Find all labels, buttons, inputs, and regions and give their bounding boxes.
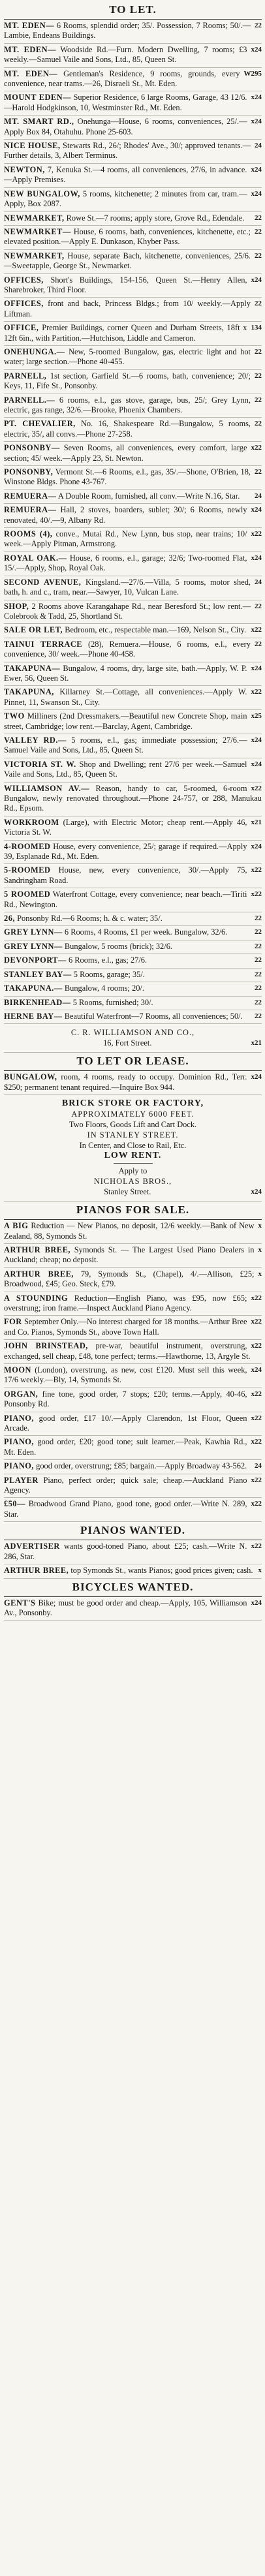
ad-text: 79, Symonds St., (Chapel), 4/.—Allison, £25; Broadwood, £45; Geo. Steck, £79. <box>4 1269 255 1289</box>
ad-lead: TAINUI TERRACE <box>4 639 83 649</box>
ad-text: Bedroom, etc., respectable man.—169, Nelson St., City. <box>65 625 247 635</box>
ad-text: Onehunga—House, 6 rooms, conveniences, 25/.—Apply Box 84, Otahuhu. Phone 25-603. <box>4 117 247 136</box>
classified-ad <box>4 212 262 226</box>
ad-text: House, 6 rooms, bath, conveniences, kitchenette, etc.; elevated position.—Apply E. Dunkason, Khyber Pass. <box>4 226 251 247</box>
ad-text: September Only.—No interest charged for 18 months.—Arthur Bree and Co. Pianos, Symonds St., above Town Hall. <box>4 1317 247 1337</box>
ad-lead: PARNELL, <box>4 371 47 380</box>
ad-list <box>4 1540 262 1578</box>
ad-ref: x24 <box>251 842 262 850</box>
classified-ad <box>4 1340 262 1364</box>
ad-ref: 22 <box>255 984 262 993</box>
classified-ad <box>4 783 262 816</box>
ad-text: 7, Kenuka St.—4 rooms, all conveniences, 27/6, in advance.—Apply Premises. <box>4 164 247 185</box>
classified-ad <box>4 888 262 912</box>
classified-ad <box>4 164 262 188</box>
ad-text: Bike; must be good order and cheap.—Apply, 105, Williamson Av., Ponsonby. <box>4 1598 247 1617</box>
ad-ref: x24 <box>251 553 262 562</box>
ad-ref: 22 <box>255 22 262 29</box>
ad-lead: TAKAPUNA— <box>4 663 61 673</box>
ad-lead: BUNGALOW, <box>4 1072 57 1082</box>
ad-text: 5 Rooms, furnished; 30/. <box>72 997 153 1007</box>
ad-lead: ARTHUR BREE, <box>4 1245 70 1254</box>
classified-ad <box>4 394 262 418</box>
ad-lead: REMUERA— <box>4 491 57 501</box>
classified-ad <box>4 116 262 140</box>
ad-text: A Double Room, furnished, all conv.—Write N.16, Star. <box>57 491 240 501</box>
classified-ad <box>4 1474 262 1498</box>
ad-lead: ADVERTISER <box>4 1542 60 1551</box>
classified-ad <box>4 1316 262 1340</box>
ad-lead: REMUERA— <box>4 505 57 515</box>
ad-ref: 22 <box>255 970 262 978</box>
ad-lead: DEVONPORT— <box>4 955 67 965</box>
ad-ref: 22 <box>255 227 262 236</box>
ad-text: wants good-toned Piano, about £25; cash.—Write N. 286, Star. <box>4 1542 247 1561</box>
ad-lead: SHOP, <box>4 601 29 611</box>
notice-apply: Apply to <box>118 1166 148 1176</box>
ad-ref: 24 <box>255 578 262 586</box>
classified-ad <box>4 1268 262 1292</box>
ad-list <box>4 1220 262 1522</box>
classified-ad <box>4 710 262 734</box>
ad-lead: PARNELL.— <box>4 395 55 405</box>
ad-ref: 24 <box>255 1462 262 1470</box>
ad-lead: TWO <box>4 711 25 721</box>
classified-ad <box>4 912 262 926</box>
ad-ref: x24 <box>251 1073 262 1081</box>
classified-ad <box>4 504 262 528</box>
ad-text: Vermont St.—6 Rooms, e.l., gas, 35/.—Shone, O'Brien, 18, Winstone Bldgs. Phone 43-767. <box>4 467 251 487</box>
ad-text: Kingsland.—27/6.—Villa, 5 rooms, motor shed, bath, h. and c., tram, near.—Sawyer, 10, Vulcan Lane. <box>4 577 251 597</box>
ad-ref: x25 <box>251 712 262 721</box>
display-notice <box>4 1095 262 1202</box>
ad-lead: NEW BUNGALOW, <box>4 189 80 198</box>
ad-lead: SECOND AVENUE, <box>4 577 82 587</box>
ad-lead: PONSONBY, <box>4 467 54 477</box>
ad-text: New, 5-roomed Bungalow, gas, electric light and hot water; large section.—Phone 40-455. <box>4 347 251 367</box>
section-to-let-or-lease <box>4 1055 262 1202</box>
ad-ref: x22 <box>251 1318 262 1326</box>
ad-text: House, separate Bach, kitchenette, conveniences, 25/6.—Sweetapple, George St., Newmarket. <box>4 251 251 271</box>
ad-ref: x22 <box>251 1438 262 1446</box>
ad-ref: 22 <box>255 396 262 404</box>
ad-ref: x24 <box>251 93 262 102</box>
ad-lead: PLAYER <box>4 1475 39 1485</box>
ad-text: Reason, handy to car, 5-roomed, 6-room Bungalow, newly renovated throughout.—Phone 24-757, or 288, Manukau Rd., Epsom. <box>4 783 262 813</box>
ad-ref: x22 <box>251 784 262 792</box>
agent-address-text: 16, Fort Street. <box>103 1038 152 1048</box>
ad-lead: GENT'S <box>4 1598 36 1607</box>
classified-ad <box>4 188 262 212</box>
ad-lead: MOUNT EDEN— <box>4 93 72 102</box>
ad-text: conve., Mutai Rd., New Lynn, bus stop, near trains; 10/ week.—Apply Pitman, Armstrong. <box>4 529 247 549</box>
ad-lead: 26, <box>4 914 15 923</box>
ad-lead: MT. SMART RD., <box>4 117 74 127</box>
classified-ad <box>4 1220 262 1244</box>
ad-ref: x22 <box>251 688 262 696</box>
ad-lead: GREY LYNN— <box>4 941 63 951</box>
ad-lead: SALE OR LET, <box>4 625 63 635</box>
ad-text: Superior Residence, 6 large Rooms, Garage, 43 12/6.—Harold Hodgkinson, 10, Westminster Rd., Mt. Eden. <box>4 93 247 112</box>
classified-ad <box>4 926 262 940</box>
ad-ref: x <box>258 1245 262 1254</box>
ad-ref: 22 <box>255 942 262 950</box>
ad-lead: MOON <box>4 1365 31 1374</box>
ad-lead: PIANO, <box>4 1413 35 1423</box>
ad-ref: x <box>258 1269 262 1278</box>
agent-address <box>4 1038 262 1048</box>
ad-lead: STANLEY BAY— <box>4 969 72 979</box>
classified-ad <box>4 816 262 841</box>
classified-ad <box>4 576 262 600</box>
ad-ref: x22 <box>251 626 262 634</box>
ad-lead: PONSONBY— <box>4 443 60 453</box>
agent-footer <box>4 1024 262 1053</box>
ad-lead: WORKROOM <box>4 817 59 827</box>
ad-ref: 22 <box>255 602 262 610</box>
ad-lead: VICTORIA ST. W. <box>4 759 76 769</box>
ad-ref: x22 <box>251 1294 262 1302</box>
ad-ref: x22 <box>251 866 262 875</box>
notice-line: Two Floors, Goods Lift and Cart Dock. <box>69 1120 197 1130</box>
ad-ref: x <box>258 1222 262 1230</box>
notice-line: IN STANLEY STREET. <box>87 1130 179 1140</box>
ad-lead: ORGAN, <box>4 1389 39 1399</box>
ad-ref: 22 <box>255 640 262 648</box>
ad-ref: x21 <box>251 818 262 826</box>
ad-text: Short's Buildings, 154-156, Queen St.—Henry Allen, Sharebroker, Third Floor. <box>4 275 247 294</box>
ad-ref: 22 <box>255 300 262 308</box>
ad-ref: 22 <box>255 956 262 965</box>
ad-lead: 5 ROOMED <box>4 890 51 899</box>
ad-text: 6 Rooms, e.l., gas; 27/6. <box>68 955 148 965</box>
ad-ref: x24 <box>251 275 262 284</box>
ad-text: House, every convenience, 25/; garage if required.—Apply 39, Esplanade Rd., Mt. Eden. <box>4 841 247 861</box>
classified-ad <box>4 734 262 758</box>
ad-ref: x22 <box>251 1389 262 1398</box>
section-heading: PIANOS FOR SALE. <box>76 1203 190 1217</box>
ad-text: 6 Rooms, splendid order; 35/. Possession, 7 Rooms; 50/.—Lambie, Endeans Buildings. <box>4 21 251 40</box>
ad-lead: PIANO, <box>4 1437 35 1447</box>
ad-text: Shop and Dwelling; rent 27/6 per week.—Samuel Vaile and Sons, Ltd., 85, Queen St. <box>4 759 247 779</box>
ad-text: good order, £20; good tone; suit learner.—Peak, Kawhia Rd., Mt. Eden. <box>4 1437 247 1457</box>
classified-ad <box>4 1436 262 1460</box>
ad-ref: x <box>258 1566 262 1575</box>
ad-text: good order, overstrung; £85; bargain.—Apply Broadway 43-562. <box>36 1461 247 1471</box>
classified-ad <box>4 1564 262 1578</box>
classified-ad <box>4 1071 262 1095</box>
classified-ad <box>4 954 262 968</box>
ad-text: Waterfront Cottage, every convenience; near beach.—Tiriti Rd., Newington. <box>4 890 247 909</box>
classified-ad <box>4 226 262 250</box>
notice-street: Stanley Street. <box>104 1187 151 1197</box>
section-pianos-wanted <box>4 1524 262 1578</box>
ad-ref: x21 <box>251 1039 262 1047</box>
notice-title: BRICK STORE OR FACTORY, <box>61 1098 204 1109</box>
ad-list <box>4 1597 262 1621</box>
classified-ad <box>4 298 262 322</box>
classified-ad <box>4 982 262 996</box>
classified-ad <box>4 418 262 442</box>
ad-text: No. 16, Shakespeare Rd.—Bungalow, 5 rooms, electric, 35/, all convs.—Phone 27-258. <box>4 419 251 439</box>
notice-subtitle: APPROXIMATELY 6000 FEET. <box>71 1110 195 1119</box>
ad-text: 1st section, Garfield St.—6 rooms, bath, convenience; 20/; Keys, 11, Fife St., Ponsonby. <box>4 371 251 391</box>
ad-ref: 22 <box>255 347 262 356</box>
ad-text: (Large), with Electric Motor; cheap rent.—Apply 46, Victoria St. W. <box>4 817 247 837</box>
ad-ref: x24 <box>251 760 262 768</box>
classified-ad <box>4 997 262 1010</box>
classified-ad <box>4 274 262 298</box>
ad-text: Milliners (2nd Dressmakers.—Beautiful new Concrete Shop, main street, Cambridge; low rent.—Barclay, Agent, Cambridge. <box>4 711 247 731</box>
ad-list <box>4 1071 262 1095</box>
divider <box>114 1163 153 1164</box>
classified-ad <box>4 686 262 710</box>
ad-text: top Symonds St., wants Pianos; good prices given; cash. <box>70 1566 253 1575</box>
ad-ref: x22 <box>251 1542 262 1551</box>
ad-ref: x24 <box>251 1188 262 1196</box>
classified-ad <box>4 662 262 687</box>
ad-text: 6 Rooms, 4 Rooms, £1 per week. Bungalow, 32/6. <box>64 927 228 937</box>
classified-ad <box>4 322 262 346</box>
ad-ref: 22 <box>255 1012 262 1020</box>
ad-ref: 22 <box>255 928 262 937</box>
section-heading: TO LET. <box>109 3 157 16</box>
agent-name: C. R. WILLIAMSON AND CO., <box>70 1028 195 1038</box>
classified-ad <box>4 466 262 490</box>
ad-text: Premier Buildings, corner Queen and Durham Streets, 18ft x 12ft 6in., with Partition.—Hutchison, Liddle and Cameron. <box>4 323 247 343</box>
ad-lead: TAKAPUNA, <box>4 687 54 697</box>
ad-text: 2 Rooms above Karangahape Rd., near Beresford St.; low rent.—Colebrook & Tadd, 25, Shortland St. <box>4 601 251 621</box>
classified-ad <box>4 1244 262 1268</box>
ad-ref: x24 <box>251 189 262 198</box>
classified-ad <box>4 638 262 662</box>
ad-ref: 22 <box>255 468 262 476</box>
ad-lead: OFFICES, <box>4 275 44 285</box>
ad-ref: x24 <box>251 1366 262 1374</box>
ad-ref: 22 <box>255 371 262 380</box>
section-to-let <box>4 3 262 1053</box>
ad-lead: TAKAPUNA.— <box>4 984 63 993</box>
ad-text: Hall, 2 stoves, boarders, sublet; 30/; 6 Rooms, newly renovated, 40/.—9, Albany Rd. <box>4 505 247 525</box>
ad-text: House, 6 rooms, e.l., garage; 32/6; Two-roomed Flat, 15/.—Apply, Shop, Royal Oak. <box>4 553 247 573</box>
ad-lead: NEWMARKET— <box>4 226 71 236</box>
ad-ref: x24 <box>251 736 262 744</box>
ad-lead: A STOUNDING <box>4 1293 69 1303</box>
ad-text: pre-war, beautiful instrument, overstrung, exchanged, sell cheap, £48, tone perfect; terms.—Hawthorne, 13, Argyle St. <box>4 1341 251 1361</box>
classified-ad <box>4 250 262 274</box>
ad-lead: HERNE BAY— <box>4 1011 63 1021</box>
classified-ad <box>4 1460 262 1474</box>
ad-ref: x22 <box>251 890 262 899</box>
classified-ad <box>4 442 262 466</box>
ad-ref: x22 <box>251 444 262 452</box>
ad-text: Beautiful Waterfront—7 Rooms, all conveniences; 50/. <box>64 1011 243 1021</box>
ad-ref: x24 <box>251 45 262 54</box>
ad-lead: ROYAL OAK.— <box>4 553 67 563</box>
classified-ad <box>4 91 262 116</box>
ad-text: House, new, every convenience, 30/.—Apply 75, Sandringham Road. <box>4 865 247 885</box>
classified-ad <box>4 1498 262 1522</box>
ad-lead: ARTHUR BREE, <box>4 1566 69 1575</box>
classified-ad <box>4 600 262 625</box>
ad-lead: VALLEY RD.— <box>4 735 67 745</box>
classified-ad <box>4 528 262 552</box>
ad-ref: 22 <box>255 914 262 923</box>
ad-lead: NEWTON, <box>4 164 45 174</box>
ad-lead: A BIG <box>4 1221 29 1231</box>
ad-text: 5 Rooms, garage; 35/. <box>73 969 145 979</box>
ad-text: 6 rooms, e.l., gas stove, garage, bus, 25/; Grey Lynn, electric, gas range, 32/6.—Brooke, Phoenix Chambers. <box>4 395 251 414</box>
classified-ad <box>4 346 262 370</box>
ad-lead: ARTHUR BREE, <box>4 1269 74 1279</box>
ad-lead: GREY LYNN— <box>4 927 63 937</box>
classified-ad <box>4 969 262 982</box>
classified-ad <box>4 758 262 783</box>
ad-lead: FOR <box>4 1317 22 1327</box>
ad-lead: ROOMS (4), <box>4 529 53 539</box>
ad-list <box>4 20 262 1024</box>
ad-lead: JOHN BRINSTEAD, <box>4 1341 88 1351</box>
ad-ref: x22 <box>251 1414 262 1422</box>
ad-ref: x22 <box>251 1342 262 1350</box>
ad-lead: ONEHUNGA.— <box>4 347 65 356</box>
ad-text: Killarney St.—Cottage, all conveniences.—Apply W. Pinnet, 11, Swanson St., City. <box>4 687 247 707</box>
ad-ref: 22 <box>255 420 262 428</box>
classified-ad <box>4 552 262 576</box>
ad-text: Bungalow, 5 rooms (brick); 32/6. <box>64 941 172 951</box>
ad-ref: x24 <box>251 506 262 514</box>
ad-lead: OFFICE, <box>4 323 39 333</box>
section-heading: TO LET OR LEASE. <box>76 1055 189 1068</box>
ad-ref: 22 <box>255 213 262 222</box>
ad-text: Bungalow, 4 rooms, dry, large site, bath.—Apply, W. P. Ewer, 56, Queen St. <box>4 663 247 683</box>
classified-ad <box>4 1388 262 1412</box>
ad-lead: MT. EDEN— <box>4 21 55 30</box>
ad-text: 5 rooms, kitchenette; 2 minutes from car, tram.—Apply, Box 2087. <box>4 189 247 209</box>
classified-ad <box>4 20 262 44</box>
ad-ref: x22 <box>251 530 262 538</box>
ad-ref: x22 <box>251 1476 262 1484</box>
ad-lead: PIANO, <box>4 1461 35 1471</box>
ad-text: Piano, perfect order; quick sale; cheap.—Auckland Piano Agency. <box>4 1475 247 1495</box>
ad-ref: 134 <box>251 324 262 332</box>
ad-text: room, 4 rooms, ready to occupy. Dominion Rd., Terr. $250; permanent tenant required.—Inquire Box 944. <box>4 1072 247 1092</box>
ad-text: 5 rooms, e.l., gas; immediate possession; 27/6.—Samuel Vaile and Sons, Ltd., 85, Queen St. <box>4 735 247 755</box>
ad-ref: x24 <box>251 165 262 174</box>
ad-lead: 5-ROOMED <box>4 865 51 875</box>
ad-text: Broadwood Grand Piano, good tone, good order.—Write N. 289, Star. <box>4 1499 247 1519</box>
classified-ad <box>4 68 262 92</box>
ad-lead: NEWMARKET, <box>4 251 65 260</box>
classified-ad <box>4 624 262 638</box>
ad-ref: 22 <box>255 998 262 1006</box>
ad-text: fine tone, good order, 7 stops; £20; terms.—Apply, 40-46, Ponsonby Rd. <box>4 1389 247 1409</box>
classified-ad <box>4 140 262 164</box>
ad-ref: x24 <box>251 117 262 126</box>
ad-ref: 24 <box>255 491 262 500</box>
classified-ad <box>4 490 262 504</box>
section-heading: BICYCLES WANTED. <box>72 1580 194 1593</box>
ad-text: Woodside Rd.—Furn. Modern Dwelling, 7 rooms; £3 weekly.—Samuel Vaile and Sons, Ltd., 85, Queen St. <box>4 44 247 65</box>
classified-ad <box>4 1597 262 1621</box>
ad-text: Stewarts Rd., 26/; Rhodes' Ave., 30/; approved tenants.—Further details, 3, Albert Terminus. <box>4 141 251 161</box>
ad-text: front and back, Princess Bldgs.; from 10/ weekly.—Apply Liftman. <box>4 299 251 318</box>
classified-ad <box>4 1540 262 1564</box>
ad-lead: BIRKENHEAD— <box>4 997 71 1007</box>
ad-lead: WILLIAMSON AV.— <box>4 783 90 793</box>
section-pianos-for-sale <box>4 1203 262 1522</box>
ad-ref: x24 <box>251 1598 262 1607</box>
ad-text: Ponsonby Rd.—6 Rooms; h. & c. water; 35/. <box>17 914 163 923</box>
ad-text: Rowe St.—7 rooms; apply store, Grove Rd., Edendale. <box>66 213 245 223</box>
ad-lead: NICE HOUSE, <box>4 141 61 151</box>
ad-ref: x22 <box>251 1500 262 1508</box>
ad-text: Symonds St. — The Largest Used Piano Dealers in Auckland; cheap; no deposit. <box>4 1245 255 1265</box>
classified-ad <box>4 1010 262 1024</box>
classified-ad <box>4 864 262 888</box>
notice-line: In Center, and Close to Rail, Etc. <box>79 1141 187 1151</box>
notice-street-row <box>4 1187 262 1197</box>
classified-ad <box>4 44 262 68</box>
ad-lead: PT. CHEVALIER, <box>4 419 76 429</box>
ad-lead: MT. EDEN— <box>4 69 58 78</box>
ad-text: (London), overstrung, as new, cost £120. Must sell this week, 17/6 weekly.—Bly, 14, Symonds St. <box>4 1365 247 1385</box>
ad-lead: 4-ROOMED <box>4 841 51 851</box>
ad-ref: W295 <box>243 69 262 78</box>
ad-ref: 24 <box>255 142 262 150</box>
classified-ad <box>4 370 262 394</box>
notice-line: LOW RENT. <box>104 1151 162 1161</box>
classified-ad <box>4 1292 262 1316</box>
classified-ad <box>4 1412 262 1436</box>
ad-ref: 22 <box>255 251 262 260</box>
ad-text: (28), Remuera.—House, 6 rooms, e.l., every convenience, 30/ week.—Phone 40-458. <box>4 639 251 659</box>
ad-ref: x24 <box>251 664 262 672</box>
ad-lead: OFFICES, <box>4 299 44 309</box>
ad-lead: MT. EDEN— <box>4 44 56 54</box>
section-heading: PIANOS WANTED. <box>80 1524 186 1537</box>
ad-text: Bungalow, 4 rooms; 20/. <box>64 984 144 993</box>
ad-lead: NEWMARKET, <box>4 213 65 223</box>
ad-lead: £50— <box>4 1499 25 1509</box>
classified-ad <box>4 1364 262 1388</box>
classified-ad <box>4 940 262 954</box>
ad-text: Reduction—English Piano, was £95, now £65; overstrung; iron frame.—Inspect Auckland Piano Agency. <box>4 1293 247 1312</box>
notice-agent: NICHOLAS BROS., <box>93 1177 172 1187</box>
ad-text: Reduction — New Pianos, no deposit, 12/6 weekly.—Bank of New Zealand, 88, Symonds St. <box>4 1221 255 1241</box>
ad-text: Seven Rooms, all conveniences, every comfort, large section; 45/ week.—Apply 23, St. Newton. <box>4 443 247 463</box>
ad-text: good order, £17 10/.—Apply Clarendon, 1st Floor, Queen Arcade. <box>4 1413 247 1433</box>
section-bicycles-wanted <box>4 1581 262 1621</box>
ad-text: Gentleman's Residence, 9 rooms, grounds, every convenience, near trams.—26, Disraeli St., Mt. Eden. <box>4 69 240 89</box>
classified-ad <box>4 841 262 865</box>
